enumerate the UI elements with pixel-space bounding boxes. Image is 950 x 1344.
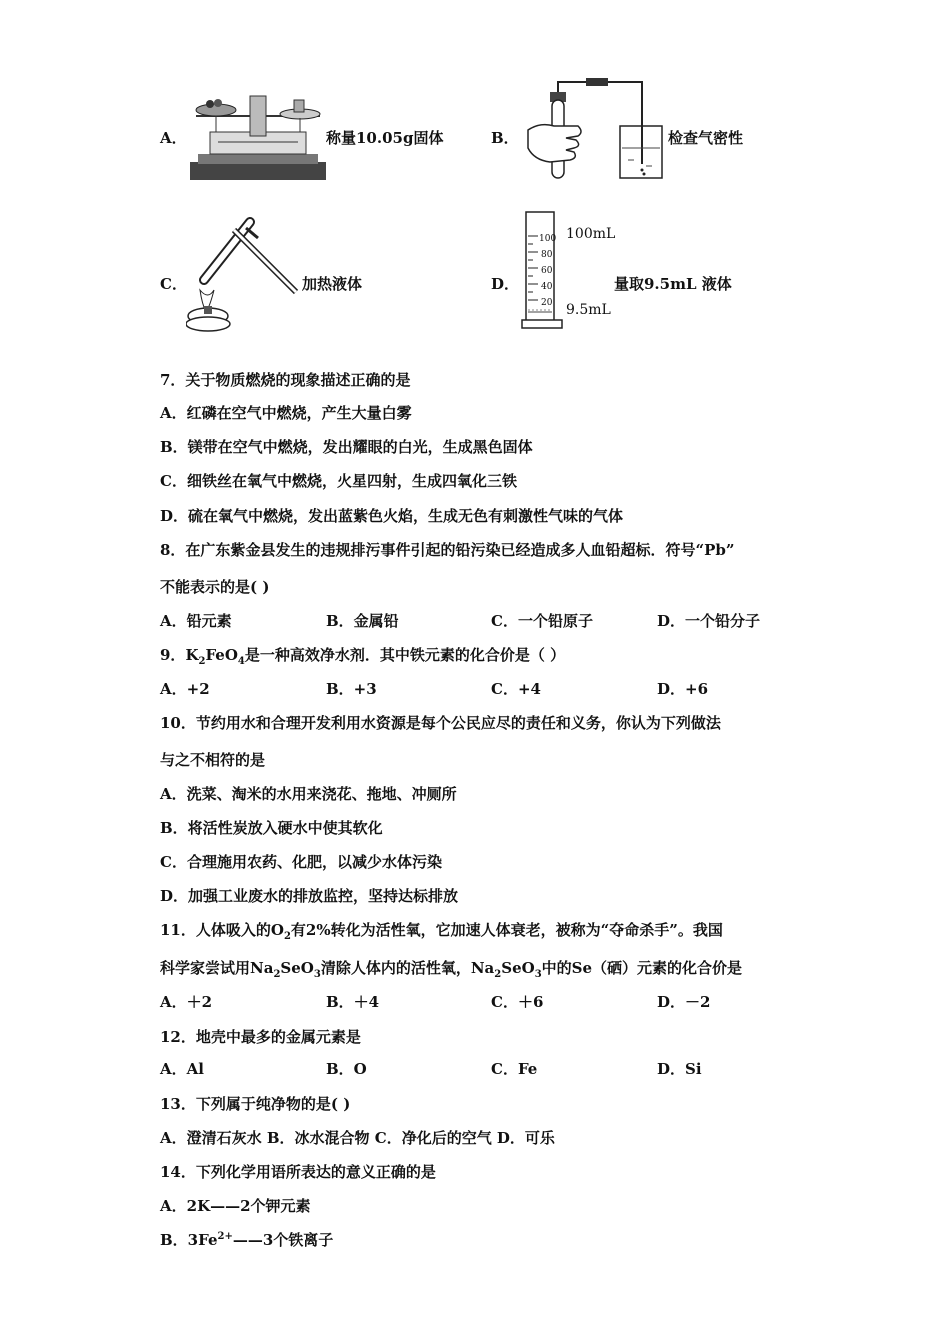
cylinder-top-mark: 100mL: [566, 226, 616, 242]
q14-option-b-charge: 2+: [217, 1231, 233, 1242]
q7-option-a: A．红磷在空气中燃烧，产生大量白雾: [160, 404, 412, 422]
q11-line1-a: 11．人体吸入的O: [160, 921, 284, 939]
q9-formula-feo: FeO: [205, 646, 238, 664]
q12-option-d: D．Si: [657, 1060, 702, 1078]
q11-option-b: B．＋4: [326, 993, 380, 1011]
q11-line2-sub4: 3: [534, 969, 542, 980]
q7-option-d: D．硫在氧气中燃烧，发出蓝紫色火焰，生成无色有刺激性气味的气体: [160, 507, 624, 525]
q9-option-c: C．+4: [491, 680, 541, 698]
airtightness-test-image: [520, 74, 670, 184]
q12-option-b: B．O: [326, 1060, 367, 1078]
figure-b-letter: B．: [491, 129, 519, 147]
q11-line2-e: 中的Se（硒）元素的化合价是: [541, 959, 743, 977]
q12-stem: 12．地壳中最多的金属元素是: [160, 1028, 361, 1046]
q11-line2-a: 科学家尝试用Na: [160, 959, 274, 977]
q12-option-a: A．Al: [160, 1060, 204, 1078]
heating-liquid-image: [186, 216, 306, 336]
q8-option-a: A．铅元素: [160, 612, 232, 630]
q7-stem: 7．关于物质燃烧的现象描述正确的是: [160, 371, 411, 389]
q9-stem: [160, 645, 565, 665]
q11-option-d: D．－2: [657, 993, 711, 1011]
cylinder-bottom-mark: 9.5mL: [566, 302, 611, 318]
q7-option-c: C．细铁丝在氧气中燃烧，火星四射，生成四氧化三铁: [160, 472, 517, 490]
q11-line1-b: 有2%转化为活性氧，它加速人体衰老，被称为“夺命杀手”。我国: [290, 921, 723, 939]
q10-option-d: D．加强工业废水的排放监控，坚持达标排放: [160, 887, 459, 905]
q11-option-c: C．＋6: [491, 993, 544, 1011]
q13-stem: 13．下列属于纯净物的是( ): [160, 1095, 351, 1113]
figure-c-letter: C．: [160, 275, 187, 293]
q14-option-b-pre: B．3Fe: [160, 1231, 218, 1249]
q14-option-b-post: ——3个铁离子: [232, 1231, 334, 1249]
q10-option-c: C．合理施用农药、化肥，以减少水体污染: [160, 853, 442, 871]
q7-option-b: B．镁带在空气中燃烧，发出耀眼的白光，生成黑色固体: [160, 438, 533, 456]
q12-option-c: C．Fe: [491, 1060, 538, 1078]
q11-line2-b: SeO: [280, 959, 314, 977]
cylinder-tick-80: 80: [541, 250, 553, 260]
figure-d-letter: D．: [491, 275, 520, 293]
figure-d-caption: 量取9.5mL 液体: [614, 275, 732, 293]
q9-option-b: B．+3: [326, 680, 377, 698]
q9-number: 9．: [160, 646, 186, 664]
q10-option-a: A．洗菜、淘米的水用来浇花、拖地、冲厕所: [160, 785, 457, 803]
q9-option-d: D．+6: [657, 680, 709, 698]
figure-c-caption: 加热液体: [302, 275, 363, 293]
balance-scale-image: [188, 92, 328, 184]
q11-stem-line2: [160, 958, 742, 978]
figure-a-letter: A．: [160, 129, 187, 147]
figure-b-caption: 检查气密性: [668, 129, 744, 147]
q11-line2-sub3: 2: [494, 969, 502, 980]
q8-option-c: C．一个铅原子: [491, 612, 593, 630]
q9-option-a: A．+2: [160, 680, 210, 698]
q14-option-a: A．2K——2个钾元素: [160, 1197, 311, 1215]
cylinder-tick-100: 100: [539, 234, 557, 244]
q14-stem: 14．下列化学用语所表达的意义正确的是: [160, 1163, 436, 1181]
q11-line1-sub: 2: [283, 931, 291, 942]
q13-options: A．澄清石灰水 B．冰水混合物 C．净化后的空气 D．可乐: [160, 1129, 555, 1147]
cylinder-tick-40: 40: [541, 282, 553, 292]
q10-stem-line2: 与之不相符的是: [160, 751, 266, 769]
q8-stem-line2: 不能表示的是( ): [160, 578, 270, 596]
q8-option-b: B．金属铅: [326, 612, 399, 630]
q11-line2-sub1: 2: [273, 969, 281, 980]
q10-stem-line1: 10．节约用水和合理开发利用水资源是每个公民应尽的责任和义务，你认为下列做法: [160, 714, 721, 732]
q11-line2-d: SeO: [501, 959, 535, 977]
q9-formula-k: K: [185, 646, 199, 664]
q11-option-a: A．＋2: [160, 993, 213, 1011]
q10-option-b: B．将活性炭放入硬水中使其软化: [160, 819, 383, 837]
q9-sub-4: 4: [237, 656, 245, 667]
q8-stem-line1: 8．在广东紫金县发生的违规排污事件引起的铅污染已经造成多人血铅超标．符号“Pb”: [160, 541, 735, 559]
q8-option-d: D．一个铅分子: [657, 612, 761, 630]
cylinder-tick-60: 60: [541, 266, 553, 276]
q9-sub-2: 2: [198, 656, 206, 667]
q11-line2-c: 清除人体内的活性氧，Na: [320, 959, 495, 977]
q11-stem-line1: [160, 920, 723, 940]
q11-line2-sub2: 3: [313, 969, 321, 980]
q9-stem-rest: 是一种高效净水剂．其中铁元素的化合价是（ ）: [244, 646, 566, 664]
q14-option-b: [160, 1230, 333, 1250]
cylinder-tick-20: 20: [541, 298, 553, 308]
figure-a-caption: 称量10.05g固体: [326, 129, 444, 147]
